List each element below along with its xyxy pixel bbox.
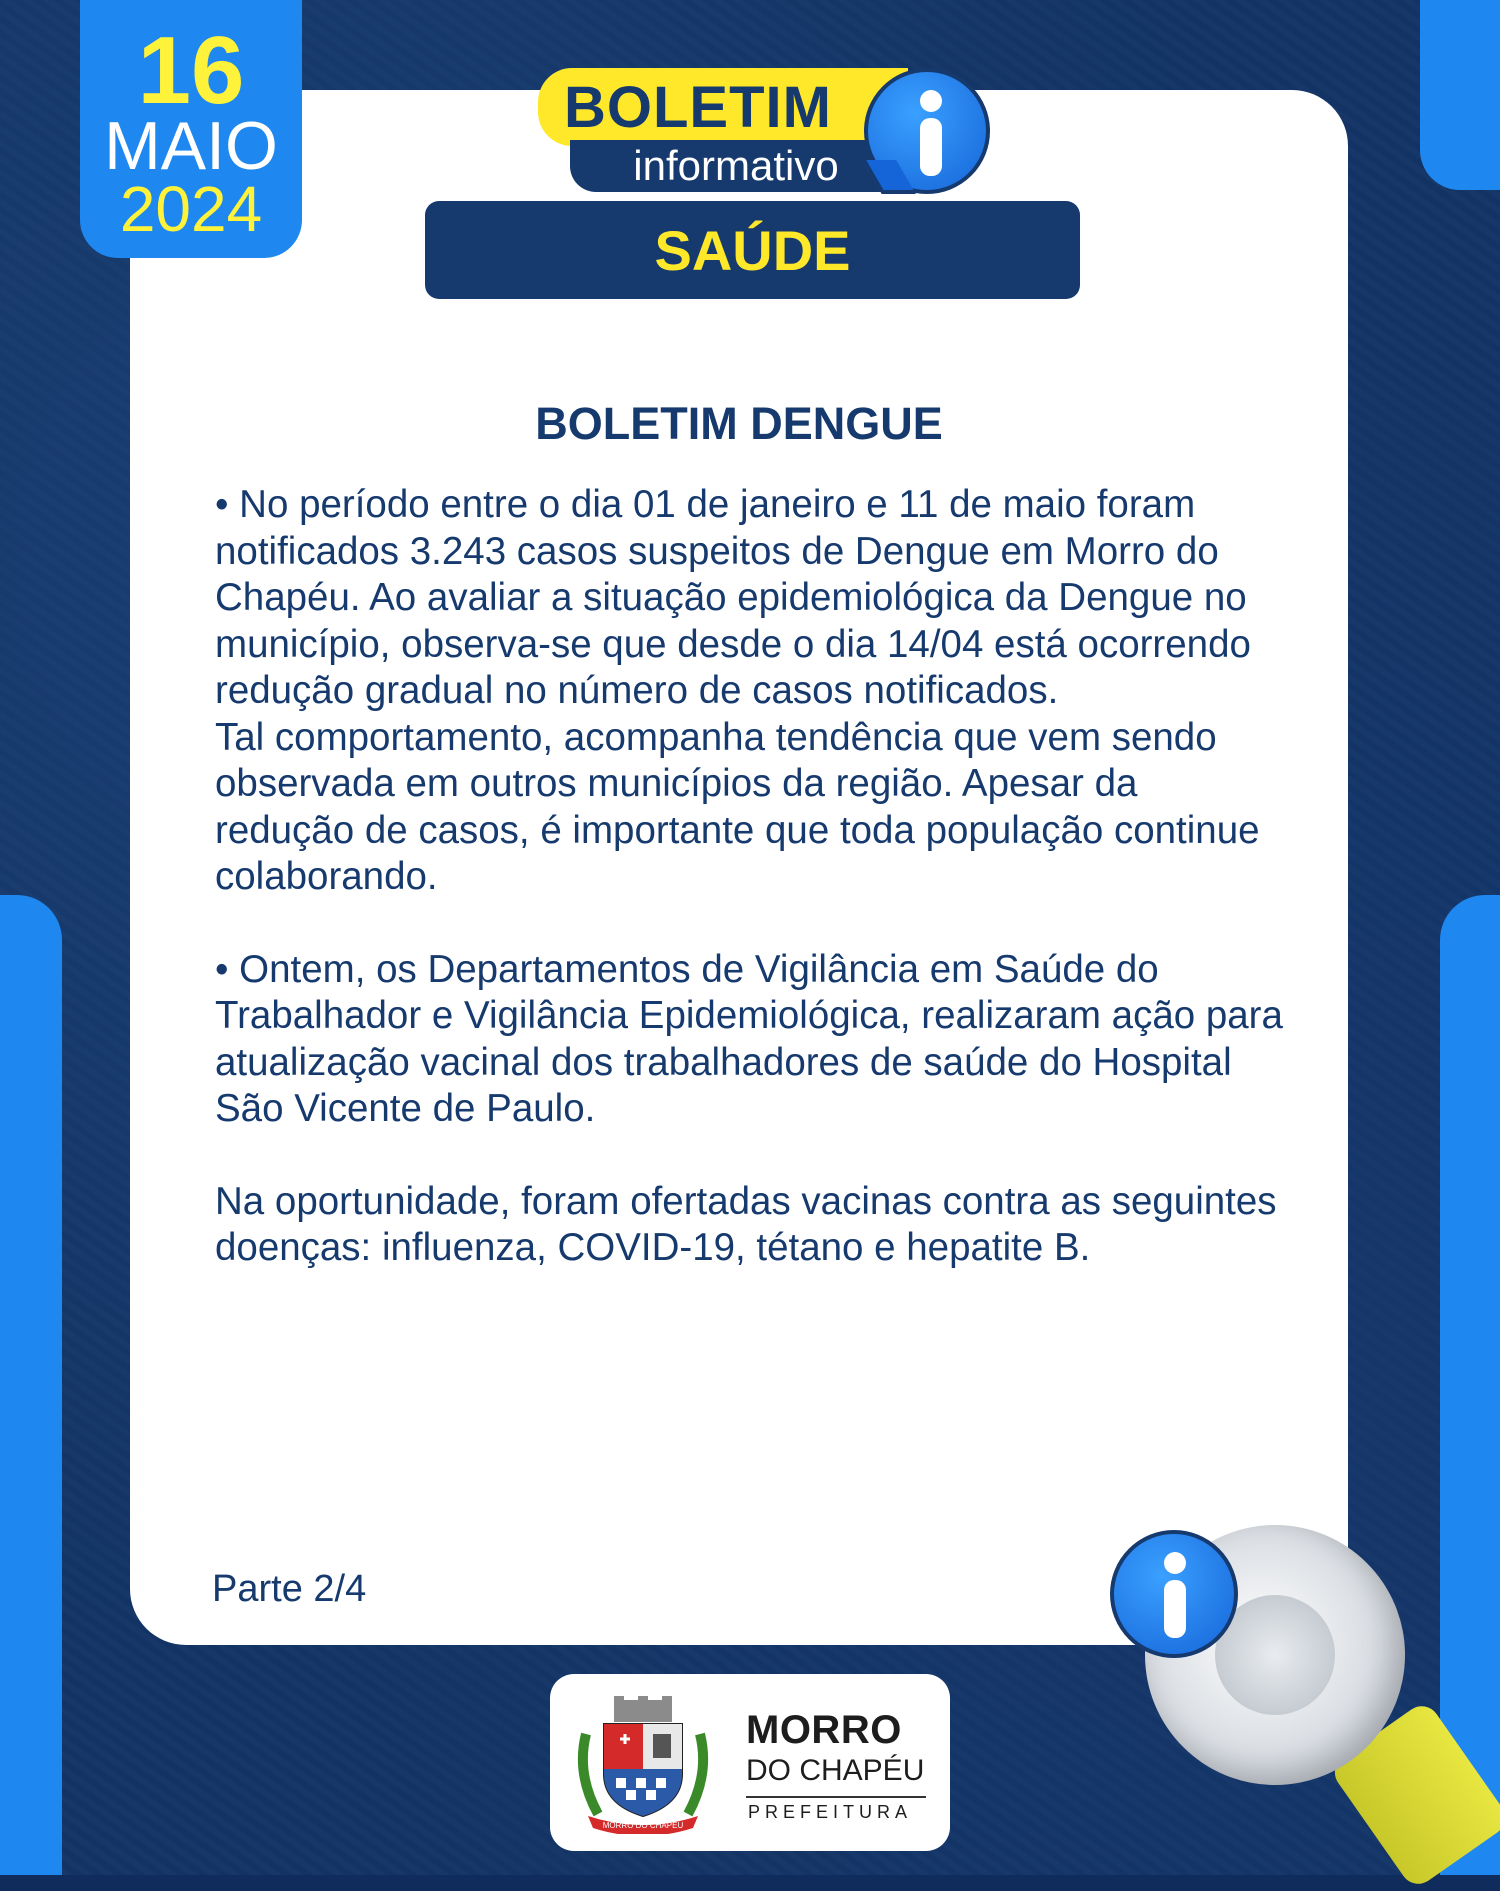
megaphone-illustration (1105, 1505, 1500, 1875)
date-year: 2024 (119, 173, 263, 245)
category-tag (425, 201, 1080, 299)
document-body (215, 482, 1285, 1272)
brand-name-line2: DO CHAPÉU (746, 1754, 925, 1787)
brand-divider (746, 1796, 926, 1798)
paragraph-vaccines-offered: Na oportunidade, foram ofertadas vacinas contra as seguintes doenças: influenza, COVID-19, tétano e hepatite B. (215, 1179, 1277, 1269)
boletim-logo (538, 68, 998, 198)
category-label: SAÚDE (654, 218, 851, 282)
date-badge (80, 0, 302, 258)
info-icon (1110, 1530, 1238, 1658)
coat-of-arms-icon (568, 1694, 718, 1834)
boletim-label-box (538, 68, 908, 146)
date-month: MAIO (104, 108, 278, 184)
paragraph-dengue-cases: • No período entre o dia 01 de janeiro e 11 de maio foram notificados 3.243 casos suspeitos de Dengue em Morro do Chapéu. Ao avaliar a situação epidemiológica da Dengue no município, observa-se que desde o dia 14/04 está ocorrendo redução gradual no número de casos notificados. (215, 483, 1251, 712)
brand-subtitle: PREFEITURA (748, 1802, 913, 1822)
document-title: BOLETIM DENGUE (535, 398, 943, 449)
boletim-label: BOLETIM (564, 74, 832, 140)
part-indicator: Parte 2/4 (212, 1568, 367, 1610)
paragraph-trend: Tal comportamento, acompanha tendência que vem sendo observada em outros municípios da região. Apesar da redução de casos, é importante que toda população continue colaborando. (215, 715, 1260, 898)
accent-bar-left (0, 895, 62, 1875)
paragraph-vaccination-action: • Ontem, os Departamentos de Vigilância em Saúde do Trabalhador e Vigilância Epidemiológica, realizaram ação para atualização vacinal dos trabalhadores de saúde do Hospital São Vicente de Paulo. (215, 947, 1283, 1130)
date-day: 16 (137, 17, 245, 124)
informativo-label: informativo (633, 142, 839, 189)
prefeitura-logo (550, 1674, 950, 1851)
crest-ribbon-text: MORRO DO CHAPÉU (602, 1821, 684, 1830)
info-icon (864, 68, 990, 194)
brand-name-line1: MORRO (746, 1708, 902, 1752)
informativo-label-box (570, 140, 902, 192)
accent-bar-top-right (1420, 0, 1500, 190)
